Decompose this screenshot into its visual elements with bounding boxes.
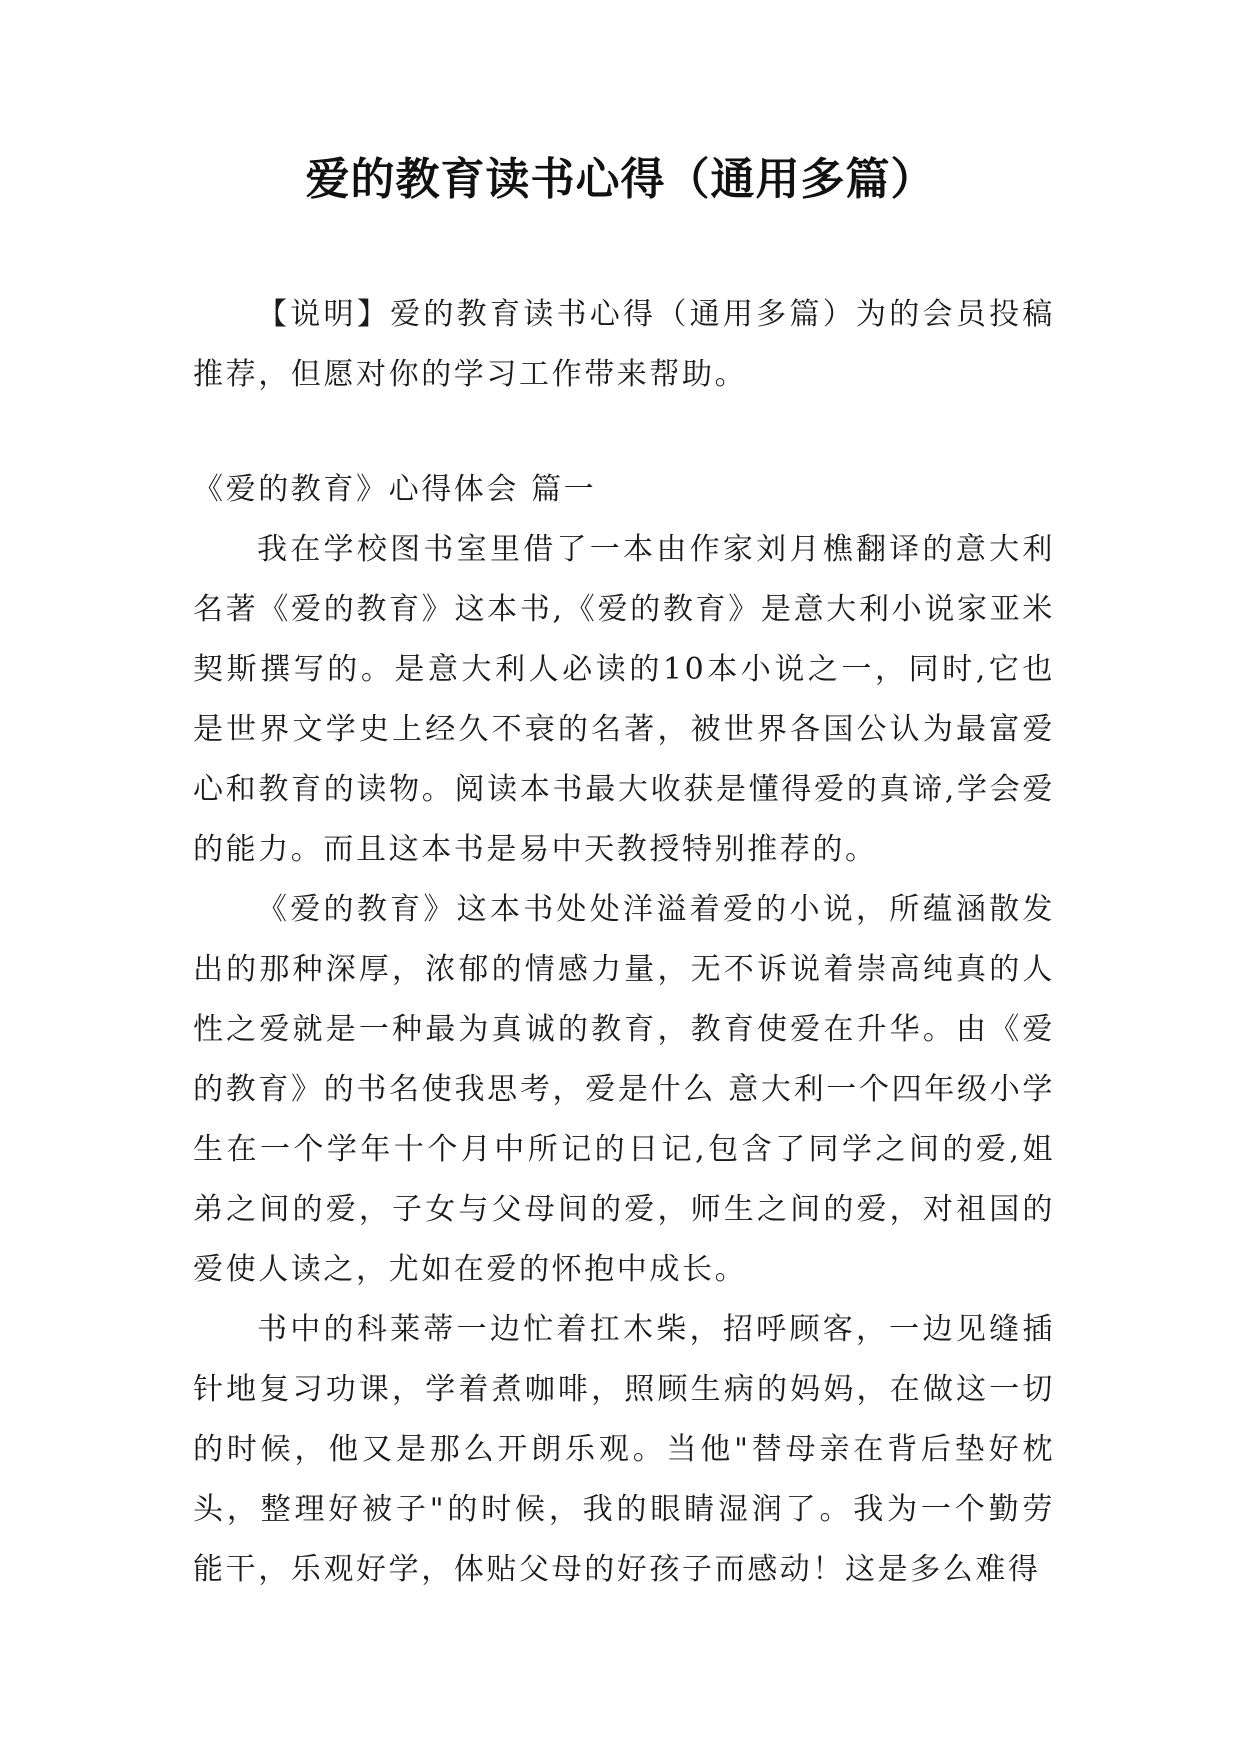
section-heading: 《爱的教育》心得体会 篇一 (193, 472, 597, 507)
intro-note: 【说明】爱的教育读书心得（通用多篇）为的会员投稿推荐，但愿对你的学习工作带来帮助。 (193, 297, 1055, 392)
page-title: 爱的教育读书心得（通用多篇） (305, 154, 936, 205)
paragraph-3: 书中的科莱蒂一边忙着扛木柴，招呼顾客，一边见缝插针地复习功课，学着煮咖啡，照顾生病的妈妈，在做这一切的时候，他又是那么开朗乐观。当他"替母亲在背后垫好枕头，整理好被子"的时候，我的眼睛湿润了。我为一个勤劳能干，乐观好学，体贴父母的好孩子而感动！这是多么难得 (193, 1312, 1055, 1587)
paragraph-2: 《爱的教育》这本书处处洋溢着爱的小说，所蕴涵散发出的那种深厚，浓郁的情感力量，无不诉说着崇高纯真的人性之爱就是一种最为真诚的教育，教育使爱在升华。由《爱的教育》的书名使我思考，爱是什么 意大利一个四年级小学生在一个学年十个月中所记的日记,包含了同学之间的爱,姐弟之间的爱，子女与父母间的爱，师生之间的爱，对祖国的爱使人读之，尤如在爱的怀抱中成长。 (193, 892, 1055, 1287)
paragraph-1: 我在学校图书室里借了一本由作家刘月樵翻译的意大利名著《爱的教育》这本书,《爱的教育》是意大利小说家亚米契斯撰写的。是意大利人必读的10本小说之一，同时,它也是世界文学史上经久不衰的名著，被世界各国公认为最富爱心和教育的读物。阅读本书最大收获是懂得爱的真谛,学会爱的能力。而且这本书是易中天教授特别推荐的。 (193, 532, 1055, 867)
